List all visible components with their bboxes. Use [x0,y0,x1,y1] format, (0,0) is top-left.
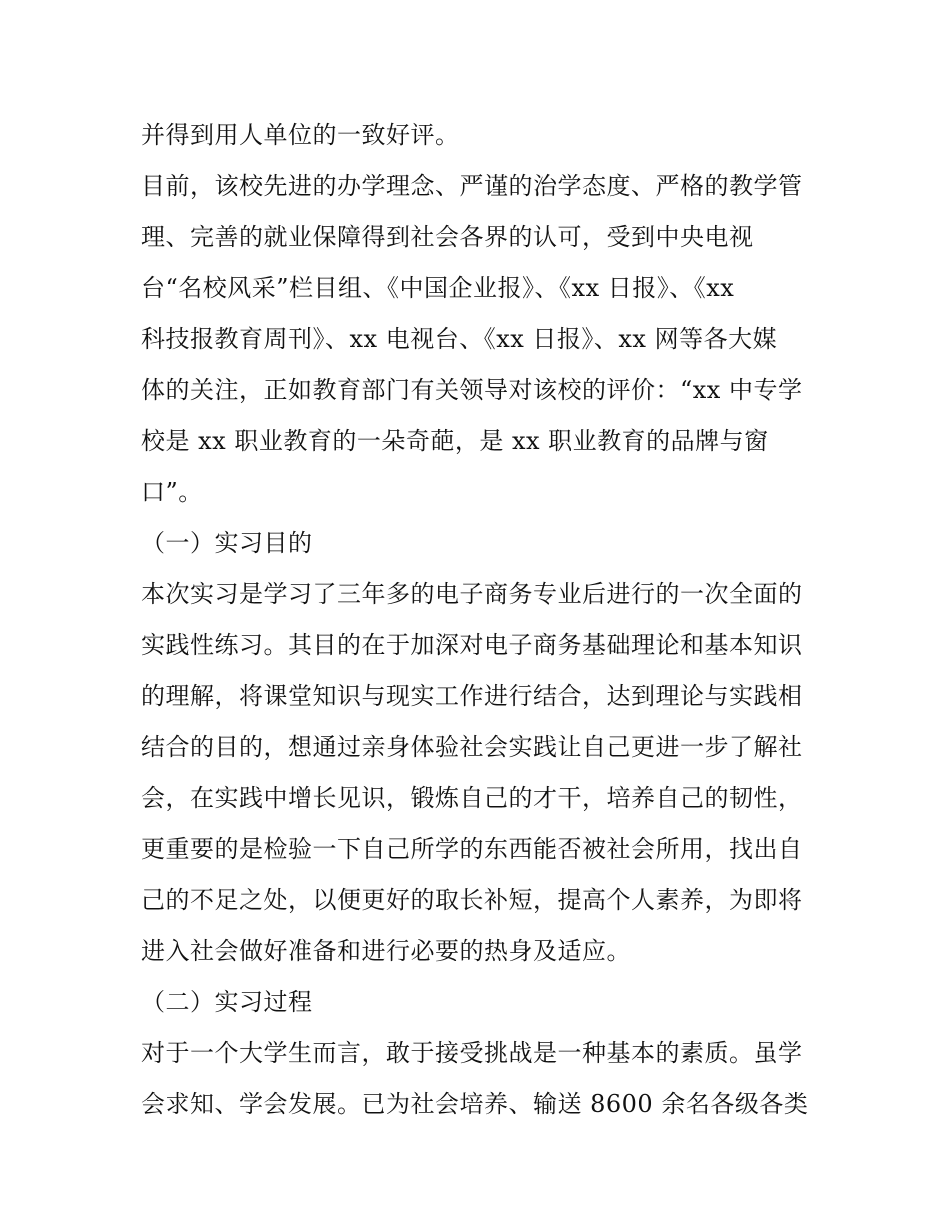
text-line: 台“名校风采”栏目组、《中国企业报》、《xx 日报》、《xx [141,274,735,302]
section-heading-purpose: （一）实习目的 [141,529,313,557]
text-line: 进入社会做好准备和进行必要的热身及适应。 [141,937,631,965]
text-line: 口”。 [141,478,203,506]
section-heading-process: （二）实习过程 [141,988,313,1016]
text-line: 更重要的是检验一下自己所学的东西能否被社会所用，找出自 [141,835,803,863]
text-line: 己的不足之处，以便更好的取长补短，提高个人素养，为即将 [141,886,803,914]
text-line: 目前，该校先进的办学理念、严谨的治学态度、严格的教学管 [141,172,803,200]
text-line: 的理解，将课堂知识与现实工作进行结合，达到理论与实践相 [141,682,803,710]
text-line: 结合的目的，想通过亲身体验社会实践让自己更进一步了解社 [141,733,803,761]
text-line: 科技报教育周刊》、xx 电视台、《xx 日报》、xx 网等各大媒 [141,325,778,353]
text-line: 校是 xx 职业教育的一朵奇葩，是 xx 职业教育的品牌与窗 [141,427,769,455]
text-line: 体的关注，正如教育部门有关领导对该校的评价：“xx 中专学 [141,376,803,404]
text-line: 理、完善的就业保障得到社会各界的认可，受到中央电视 [141,223,754,251]
text-line: 对于一个大学生而言，敢于接受挑战是一种基本的素质。虽学 [141,1039,803,1067]
text-line: 会，在实践中增长见识，锻炼自己的才干，培养自己的韧性， [141,784,803,812]
text-line: 实践性练习。其目的在于加深对电子商务基础理论和基本知识 [141,631,803,659]
document-body [141,110,821,1130]
text-line: 并得到用人单位的一致好评。 [141,121,460,149]
text-line: 会求知、学会发展。已为社会培养、输送 8600 余名各级各类 [141,1090,809,1118]
text-line: 本次实习是学习了三年多的电子商务专业后进行的一次全面的 [141,580,803,608]
